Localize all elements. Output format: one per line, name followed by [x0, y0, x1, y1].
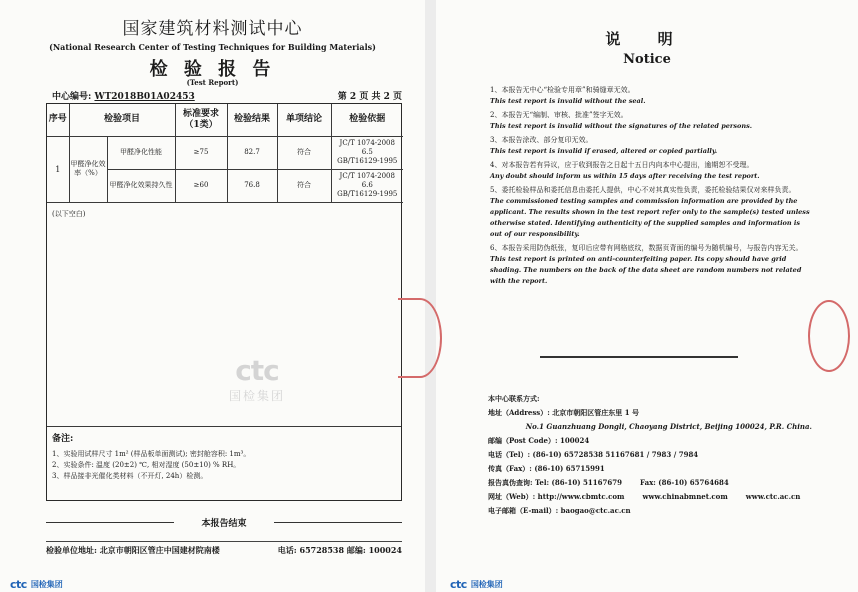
page-gutter	[425, 0, 436, 592]
notice-cn: 5、委托检验样品和委托信息由委托人提供，中心不对其真实性负责，委托检验结果仅对来样负责。	[490, 186, 796, 194]
notice-en: This test report is printed on anti-counterfeiting paper. Its copy should have grid shading. The numbers on the back of the data sheet are random numbers not related with the report.	[490, 255, 802, 285]
conclusion: 符合	[277, 169, 331, 202]
contact-address-en: No.1 Guanzhuang Dongli, Chaoyang District, Beijing 100024, P.R. China.	[525, 422, 812, 431]
requirement: ≥75	[175, 136, 227, 169]
notice-en: The commissioned testing samples and commission information are provided by the applicant. The results shown in the test report refer only to the sample(s) tested unless otherwise stated. Identifying authenticity of the supplied samples and information is out of our responsibility.	[490, 197, 810, 238]
center-code-label: 中心编号:	[52, 92, 95, 102]
basis-line: 6.5	[361, 148, 373, 156]
divider-line	[46, 541, 402, 542]
note-item: 2、实验条件: 温度 (20±2) ℃, 相对湿度 (50±10) % RH。	[52, 461, 241, 469]
contact-info	[488, 392, 818, 518]
seal-stamp-icon	[398, 298, 442, 378]
header-cell: 检验依据	[331, 104, 403, 136]
contact-web	[488, 490, 818, 504]
brand-name: 国检集团	[470, 579, 503, 589]
brand-logo	[450, 578, 503, 591]
report-title-cn: 检 验 报 告	[149, 59, 276, 80]
table-header-row	[47, 104, 403, 136]
item-name: 甲醛净化性能	[107, 136, 175, 169]
header-cell: 序号	[47, 104, 69, 136]
notes-section	[47, 426, 401, 486]
table-row	[47, 136, 403, 169]
notice-en: This test report is invalid without the seal.	[490, 97, 646, 105]
contact-email: 电子邮箱（E-mail）: baogao@ctc.ac.cn	[488, 506, 631, 515]
report-box	[46, 103, 402, 501]
notice-en: This test report is invalid if erased, altered or copied partially.	[490, 147, 718, 155]
requirement: ≥60	[175, 169, 227, 202]
header-cell: 单项结论	[277, 104, 331, 136]
seal-stamp-icon	[808, 300, 850, 372]
contact-address-cn: 地址（Address）: 北京市朝阳区管庄东里 1 号	[488, 408, 640, 417]
basis-line: 6.6	[361, 181, 373, 189]
notice-cn: 4、对本报告若有异议，应于收到报告之日起十五日内向本中心提出，逾期恕不受理。	[490, 161, 754, 169]
page-info: 第 2 页 共 2 页	[337, 92, 402, 102]
notice-title-cn: 说 明	[605, 30, 689, 48]
notes-title: 备注:	[52, 434, 74, 444]
notice-item	[490, 84, 810, 107]
notice-list	[490, 84, 810, 289]
test-basis	[331, 136, 403, 169]
contact-tel: 电话（Tel）: (86-10) 65728538 51167681 / 7983 / 7984	[488, 450, 699, 459]
conclusion: 符合	[277, 136, 331, 169]
test-report-page	[0, 0, 425, 592]
center-code-value: WT2018B01A02453	[94, 92, 195, 102]
results-table	[47, 104, 403, 203]
watermark-logo: ctc	[235, 354, 279, 387]
verify-tel: 报告真伪查询: Tel: (86-10) 51167679	[488, 478, 622, 487]
notice-cn: 2、本报告无“编制、审核、批准”签字无效。	[490, 111, 628, 119]
contact-verify	[488, 476, 818, 490]
web-link[interactable]: www.ctc.ac.cn	[745, 492, 801, 501]
report-meta	[52, 89, 402, 103]
phone-postcode: 电话: 65728538 邮编: 100024	[277, 545, 402, 555]
notice-cn: 3、本报告涂改、部分复印无效。	[490, 136, 593, 144]
notice-cn: 6、本报告采用防伪纸张，复印后应带有网格底纹，数据页背面的编号为随机编号，与报告内容无关。	[490, 244, 803, 252]
divider-line	[274, 522, 402, 523]
contact-title: 本中心联系方式:	[488, 394, 540, 403]
report-end-text: 本报告结束	[201, 519, 247, 529]
contact-postcode: 邮编（Post Code）: 100024	[488, 436, 590, 445]
row-number: 1	[47, 136, 69, 202]
ctc-logo-icon: ctc	[450, 578, 467, 591]
notice-item	[490, 184, 810, 240]
basis-line: JC/T 1074-2008	[339, 172, 395, 180]
notice-item	[490, 134, 810, 157]
notice-cn: 1、本报告无中心“检验专用章”和骑缝章无效。	[490, 86, 635, 94]
brand-logo	[10, 578, 63, 591]
note-item: 1、实验用试样尺寸 1m² (样品板单面测试); 密封舱容积: 1m³。	[52, 450, 251, 458]
test-basis	[331, 169, 403, 202]
result: 82.7	[227, 136, 277, 169]
watermark-name: 国检集团	[228, 389, 285, 403]
ctc-watermark	[217, 354, 297, 404]
web-link[interactable]: www.chinabmnet.com	[642, 492, 728, 501]
ctc-logo-icon: ctc	[10, 578, 27, 591]
notice-title-en: Notice	[623, 52, 671, 67]
basis-line: GB/T16129-1995	[337, 157, 398, 165]
result: 76.8	[227, 169, 277, 202]
address-text: 检验单位地址: 北京市朝阳区管庄中国建材院南楼	[46, 545, 220, 555]
organization-name-en: (National Research Center of Testing Techniques for Building Materials)	[49, 42, 376, 52]
web-link[interactable]: 网址（Web）: http://www.cbmtc.com	[488, 492, 625, 501]
header-cell: 标准要求（1类）	[175, 104, 227, 136]
item-name: 甲醛净化效果持久性	[107, 169, 175, 202]
header-cell: 检验结果	[227, 104, 277, 136]
notice-en: Any doubt should inform us within 15 days after receiving the test report.	[490, 172, 760, 180]
basis-line: JC/T 1074-2008	[339, 139, 395, 147]
notice-item	[490, 159, 810, 182]
contact-fax: 传真（Fax）: (86-10) 65715991	[488, 464, 605, 473]
report-title-en: (Test Report)	[186, 78, 239, 87]
note-item: 3、样品接非光催化类材料（不开灯, 24h）检测。	[52, 472, 208, 480]
organization-name-cn: 国家建筑材料测试中心	[122, 19, 303, 39]
notice-item	[490, 242, 810, 287]
notice-en: This test report is invalid without the signatures of the related persons.	[490, 122, 752, 130]
notice-item	[490, 109, 810, 132]
header-cell: 检验项目	[69, 104, 175, 136]
basis-line: GB/T16129-1995	[337, 190, 398, 198]
blank-below-mark: (以下空白)	[52, 210, 86, 218]
verify-fax: Fax: (86-10) 65764684	[639, 478, 729, 487]
report-end-divider	[46, 516, 402, 528]
item-group: 甲醛净化效率（%）	[69, 136, 107, 202]
center-code	[52, 89, 195, 102]
divider-line	[540, 356, 738, 358]
brand-name: 国检集团	[30, 579, 63, 589]
